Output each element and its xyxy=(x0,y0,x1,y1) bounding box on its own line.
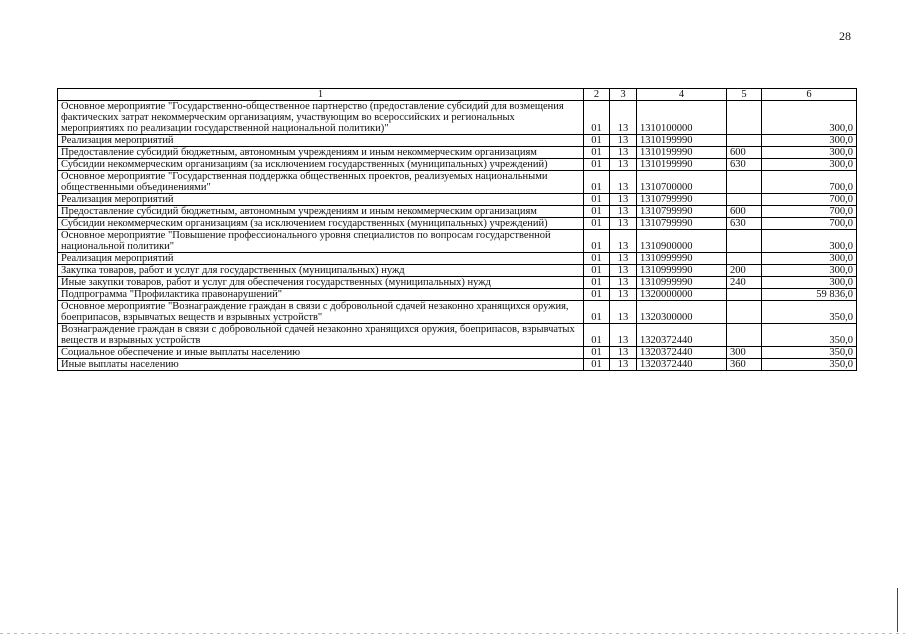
column-header: 3 xyxy=(610,89,637,101)
target-article-cell: 1320372440 xyxy=(637,324,727,347)
row-name-cell: Субсидии некоммерческим организациям (за исключением государственных (муниципальных) учреждений) xyxy=(58,218,584,230)
budget-table xyxy=(57,88,857,371)
section-code-cell: 01 xyxy=(584,324,610,347)
table-row xyxy=(58,324,857,347)
table-row xyxy=(58,301,857,324)
amount-cell: 300,0 xyxy=(762,159,857,171)
amount-cell: 59 836,0 xyxy=(762,289,857,301)
subsection-code-cell: 13 xyxy=(610,230,637,253)
column-header: 1 xyxy=(58,89,584,101)
row-name-cell: Социальное обеспечение и иные выплаты населению xyxy=(58,347,584,359)
target-article-cell: 1310199990 xyxy=(637,147,727,159)
amount-cell: 300,0 xyxy=(762,135,857,147)
section-code-cell: 01 xyxy=(584,265,610,277)
section-code-cell: 01 xyxy=(584,135,610,147)
row-name-cell: Закупка товаров, работ и услуг для государственных (муниципальных) нужд xyxy=(58,265,584,277)
table-row xyxy=(58,359,857,371)
section-code-cell: 01 xyxy=(584,253,610,265)
expense-type-cell xyxy=(727,230,762,253)
subsection-code-cell: 13 xyxy=(610,253,637,265)
target-article-cell: 1310199990 xyxy=(637,159,727,171)
target-article-cell: 1310700000 xyxy=(637,171,727,194)
table-row xyxy=(58,101,857,135)
target-article-cell: 1310799990 xyxy=(637,194,727,206)
table-row xyxy=(58,265,857,277)
section-code-cell: 01 xyxy=(584,194,610,206)
target-article-cell: 1320000000 xyxy=(637,289,727,301)
table-row xyxy=(58,230,857,253)
subsection-code-cell: 13 xyxy=(610,324,637,347)
subsection-code-cell: 13 xyxy=(610,347,637,359)
section-code-cell: 01 xyxy=(584,359,610,371)
row-name-cell: Субсидии некоммерческим организациям (за исключением государственных (муниципальных) учреждений) xyxy=(58,159,584,171)
table-row xyxy=(58,218,857,230)
target-article-cell: 1310799990 xyxy=(637,206,727,218)
expense-type-cell xyxy=(727,194,762,206)
amount-cell: 300,0 xyxy=(762,101,857,135)
scan-artifact-edge xyxy=(897,588,898,632)
section-code-cell: 01 xyxy=(584,171,610,194)
target-article-cell: 1310900000 xyxy=(637,230,727,253)
expense-type-cell: 360 xyxy=(727,359,762,371)
amount-cell: 350,0 xyxy=(762,324,857,347)
target-article-cell: 1320300000 xyxy=(637,301,727,324)
subsection-code-cell: 13 xyxy=(610,171,637,194)
section-code-cell: 01 xyxy=(584,206,610,218)
row-name-cell: Иные выплаты населению xyxy=(58,359,584,371)
table-row xyxy=(58,135,857,147)
row-name-cell: Реализация мероприятий xyxy=(58,135,584,147)
expense-type-cell: 300 xyxy=(727,347,762,359)
scan-artifact-line xyxy=(0,633,905,634)
row-name-cell: Реализация мероприятий xyxy=(58,194,584,206)
expense-type-cell xyxy=(727,289,762,301)
table-row xyxy=(58,206,857,218)
amount-cell: 700,0 xyxy=(762,194,857,206)
section-code-cell: 01 xyxy=(584,347,610,359)
section-code-cell: 01 xyxy=(584,101,610,135)
subsection-code-cell: 13 xyxy=(610,206,637,218)
amount-cell: 700,0 xyxy=(762,218,857,230)
expense-type-cell xyxy=(727,324,762,347)
row-name-cell: Подпрограмма "Профилактика правонарушений" xyxy=(58,289,584,301)
table-row xyxy=(58,347,857,359)
subsection-code-cell: 13 xyxy=(610,159,637,171)
expense-type-cell: 240 xyxy=(727,277,762,289)
row-name-cell: Вознаграждение граждан в связи с добровольной сдачей незаконно хранящихся оружия, боеприпасов, взрывчатых веществ и взрывных устройств xyxy=(58,324,584,347)
subsection-code-cell: 13 xyxy=(610,359,637,371)
amount-cell: 300,0 xyxy=(762,147,857,159)
table-row xyxy=(58,159,857,171)
amount-cell: 350,0 xyxy=(762,347,857,359)
amount-cell: 350,0 xyxy=(762,301,857,324)
subsection-code-cell: 13 xyxy=(610,277,637,289)
target-article-cell: 1310100000 xyxy=(637,101,727,135)
section-code-cell: 01 xyxy=(584,147,610,159)
expense-type-cell: 630 xyxy=(727,218,762,230)
target-article-cell: 1320372440 xyxy=(637,347,727,359)
row-name-cell: Основное мероприятие "Повышение профессионального уровня специалистов по вопросам государственной национальной политики" xyxy=(58,230,584,253)
column-header: 5 xyxy=(727,89,762,101)
subsection-code-cell: 13 xyxy=(610,135,637,147)
expense-type-cell xyxy=(727,171,762,194)
table-row xyxy=(58,194,857,206)
target-article-cell: 1310199990 xyxy=(637,135,727,147)
table-row xyxy=(58,147,857,159)
column-header: 2 xyxy=(584,89,610,101)
column-header: 6 xyxy=(762,89,857,101)
target-article-cell: 1310999990 xyxy=(637,277,727,289)
expense-type-cell xyxy=(727,135,762,147)
amount-cell: 300,0 xyxy=(762,265,857,277)
row-name-cell: Реализация мероприятий xyxy=(58,253,584,265)
table-row xyxy=(58,171,857,194)
section-code-cell: 01 xyxy=(584,230,610,253)
amount-cell: 350,0 xyxy=(762,359,857,371)
row-name-cell: Основное мероприятие "Государственно-общественное партнерство (предоставление субсидий для возмещения фактических затрат некоммерческим организациям, участвующим во всероссийских и региональных мероприятиях по реализации государственной национальной политики)" xyxy=(58,101,584,135)
subsection-code-cell: 13 xyxy=(610,147,637,159)
expense-type-cell: 600 xyxy=(727,147,762,159)
row-name-cell: Предоставление субсидий бюджетным, автономным учреждениям и иным некоммерческим организациям xyxy=(58,147,584,159)
subsection-code-cell: 13 xyxy=(610,194,637,206)
amount-cell: 300,0 xyxy=(762,277,857,289)
section-code-cell: 01 xyxy=(584,277,610,289)
expense-type-cell xyxy=(727,253,762,265)
section-code-cell: 01 xyxy=(584,159,610,171)
amount-cell: 700,0 xyxy=(762,171,857,194)
row-name-cell: Предоставление субсидий бюджетным, автономным учреждениям и иным некоммерческим организациям xyxy=(58,206,584,218)
table-body xyxy=(58,101,857,371)
row-name-cell: Иные закупки товаров, работ и услуг для обеспечения государственных (муниципальных) нужд xyxy=(58,277,584,289)
amount-cell: 300,0 xyxy=(762,230,857,253)
amount-cell: 700,0 xyxy=(762,206,857,218)
section-code-cell: 01 xyxy=(584,301,610,324)
target-article-cell: 1310999990 xyxy=(637,265,727,277)
row-name-cell: Основное мероприятие "Государственная поддержка общественных проектов, реализуемых национальными общественными объединениями" xyxy=(58,171,584,194)
section-code-cell: 01 xyxy=(584,218,610,230)
page-number: 28 xyxy=(839,29,851,43)
expense-type-cell xyxy=(727,301,762,324)
target-article-cell: 1320372440 xyxy=(637,359,727,371)
table-header-row xyxy=(58,89,857,101)
row-name-cell: Основное мероприятие "Вознаграждение граждан в связи с добровольной сдачей незаконно хранящихся оружия, боеприпасов, взрывчатых веществ и взрывных устройств" xyxy=(58,301,584,324)
table-row xyxy=(58,289,857,301)
expense-type-cell xyxy=(727,101,762,135)
subsection-code-cell: 13 xyxy=(610,218,637,230)
expense-type-cell: 200 xyxy=(727,265,762,277)
expense-type-cell: 600 xyxy=(727,206,762,218)
subsection-code-cell: 13 xyxy=(610,301,637,324)
subsection-code-cell: 13 xyxy=(610,265,637,277)
table-row xyxy=(58,253,857,265)
subsection-code-cell: 13 xyxy=(610,101,637,135)
expense-type-cell: 630 xyxy=(727,159,762,171)
section-code-cell: 01 xyxy=(584,289,610,301)
amount-cell: 300,0 xyxy=(762,253,857,265)
table-row xyxy=(58,277,857,289)
target-article-cell: 1310999990 xyxy=(637,253,727,265)
column-header: 4 xyxy=(637,89,727,101)
subsection-code-cell: 13 xyxy=(610,289,637,301)
target-article-cell: 1310799990 xyxy=(637,218,727,230)
